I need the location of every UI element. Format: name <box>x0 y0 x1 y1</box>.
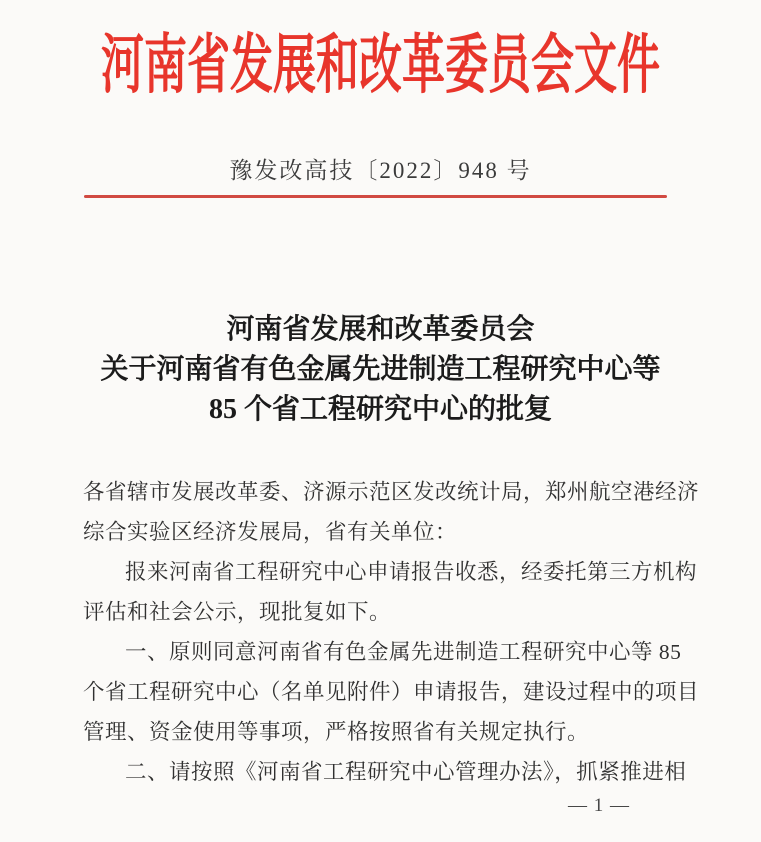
paragraph-recipients <box>83 472 700 552</box>
document-title-line-3: 85 个省工程研究中心的批复 <box>208 394 552 425</box>
body-line: 综合实验区经济发展局，省有关单位： <box>83 520 458 544</box>
body-line: 二、请按照《河南省工程研究中心管理办法》，抓紧推进相 <box>125 760 687 784</box>
body-line: 各省辖市发展改革委、济源示范区发改统计局，郑州航空港经济 <box>83 480 700 504</box>
body-line: 管理、资金使用等事项，严格按照省有关规定执行。 <box>83 720 590 744</box>
red-divider-line <box>84 195 667 198</box>
document-number: 豫发改高技〔2022〕948 号 <box>229 158 532 183</box>
page-number: — 1 — <box>568 795 630 816</box>
body-line: 一、原则同意河南省有色金属先进制造工程研究中心等 85 <box>125 640 682 664</box>
body-line: 报来河南省工程研究中心申请报告收悉，经委托第三方机构 <box>125 560 698 584</box>
document-title-line-1: 河南省发展和改革委员会 <box>226 314 535 345</box>
body-line: 评估和社会公示，现批复如下。 <box>83 600 392 624</box>
letterhead-title: 河南省发展和改革委员会文件 <box>101 31 660 102</box>
paragraph-intro <box>83 552 698 632</box>
document-body <box>83 472 700 792</box>
letterhead-banner <box>0 31 761 102</box>
paragraph-item-2 <box>83 752 693 792</box>
body-line: 个省工程研究中心（名单见附件）申请报告，建设过程中的项目 <box>83 680 700 704</box>
document-title-line-2: 关于河南省有色金属先进制造工程研究中心等 <box>100 354 661 385</box>
document-title <box>0 310 761 430</box>
paragraph-item-1 <box>83 632 700 752</box>
